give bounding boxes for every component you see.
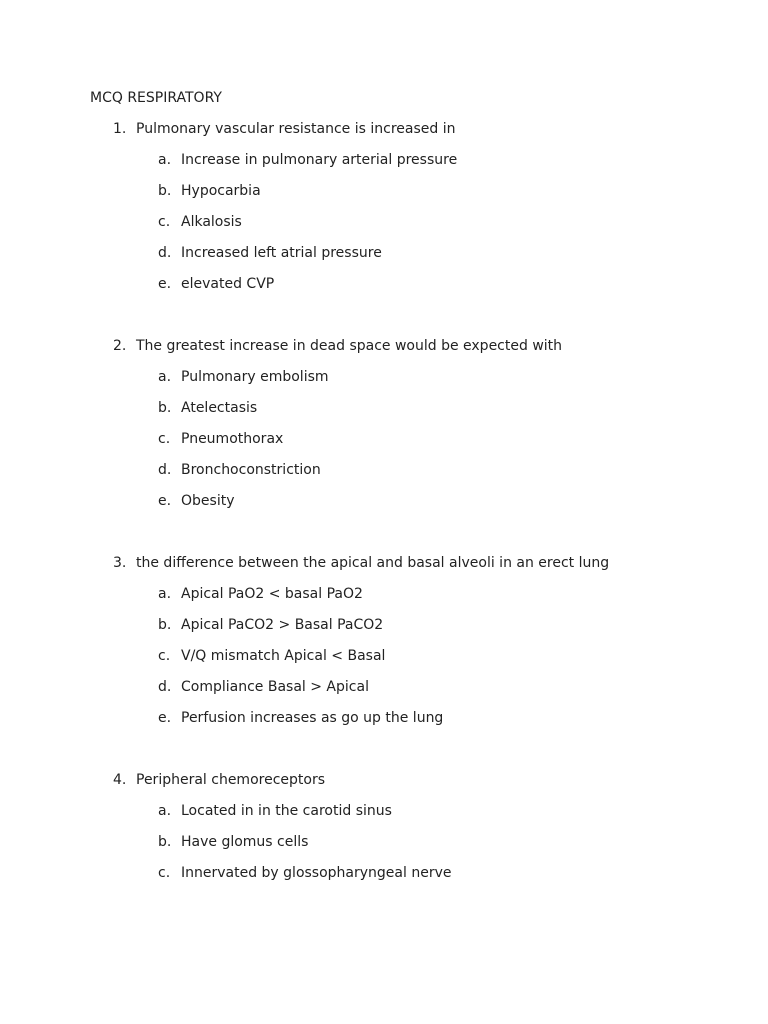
option-text: Pneumothorax xyxy=(181,431,284,447)
question-text: Peripheral chemoreceptors xyxy=(136,772,325,788)
option-text: Obesity xyxy=(181,493,235,509)
option-letter: c. xyxy=(158,865,171,881)
option-letter: e. xyxy=(158,493,172,509)
option-text: Have glomus cells xyxy=(181,834,309,850)
option-text: Alkalosis xyxy=(181,214,242,230)
option-text: Atelectasis xyxy=(181,400,258,416)
option-letter: c. xyxy=(158,431,171,447)
option-letter: c. xyxy=(158,214,171,230)
option-text: Perfusion increases as go up the lung xyxy=(181,710,444,726)
option-letter: b. xyxy=(158,617,172,633)
option-letter: a. xyxy=(158,369,172,385)
question-text: the difference between the apical and basal alveoli in an erect lung xyxy=(136,555,610,571)
question-text: The greatest increase in dead space would be expected with xyxy=(136,338,563,354)
question-number: 4. xyxy=(113,772,127,788)
option-text: elevated CVP xyxy=(181,276,275,292)
option-letter: c. xyxy=(158,648,171,664)
option-letter: d. xyxy=(158,462,172,478)
option-letter: e. xyxy=(158,710,172,726)
option-text: Apical PaO2 < basal PaO2 xyxy=(181,586,363,602)
option-letter: e. xyxy=(158,276,172,292)
option-letter: a. xyxy=(158,586,172,602)
option-letter: a. xyxy=(158,803,172,819)
option-letter: d. xyxy=(158,679,172,695)
option-text: Increase in pulmonary arterial pressure xyxy=(181,152,458,168)
question-number: 3. xyxy=(113,555,127,571)
option-text: Innervated by glossopharyngeal nerve xyxy=(181,865,452,881)
option-text: Pulmonary embolism xyxy=(181,369,329,385)
option-text: Bronchoconstriction xyxy=(181,462,321,478)
question-text: Pulmonary vascular resistance is increased in xyxy=(136,121,456,137)
option-letter: b. xyxy=(158,834,172,850)
option-letter: d. xyxy=(158,245,172,261)
question-number: 1. xyxy=(113,121,127,137)
document-title: MCQ RESPIRATORY xyxy=(90,90,222,106)
option-text: Located in in the carotid sinus xyxy=(181,803,392,819)
question-number: 2. xyxy=(113,338,127,354)
option-text: V/Q mismatch Apical < Basal xyxy=(181,648,386,664)
option-text: Increased left atrial pressure xyxy=(181,245,382,261)
option-letter: a. xyxy=(158,152,172,168)
option-text: Hypocarbia xyxy=(181,183,261,199)
option-text: Apical PaCO2 > Basal PaCO2 xyxy=(181,617,384,633)
option-letter: b. xyxy=(158,400,172,416)
option-text: Compliance Basal > Apical xyxy=(181,679,369,695)
option-letter: b. xyxy=(158,183,172,199)
